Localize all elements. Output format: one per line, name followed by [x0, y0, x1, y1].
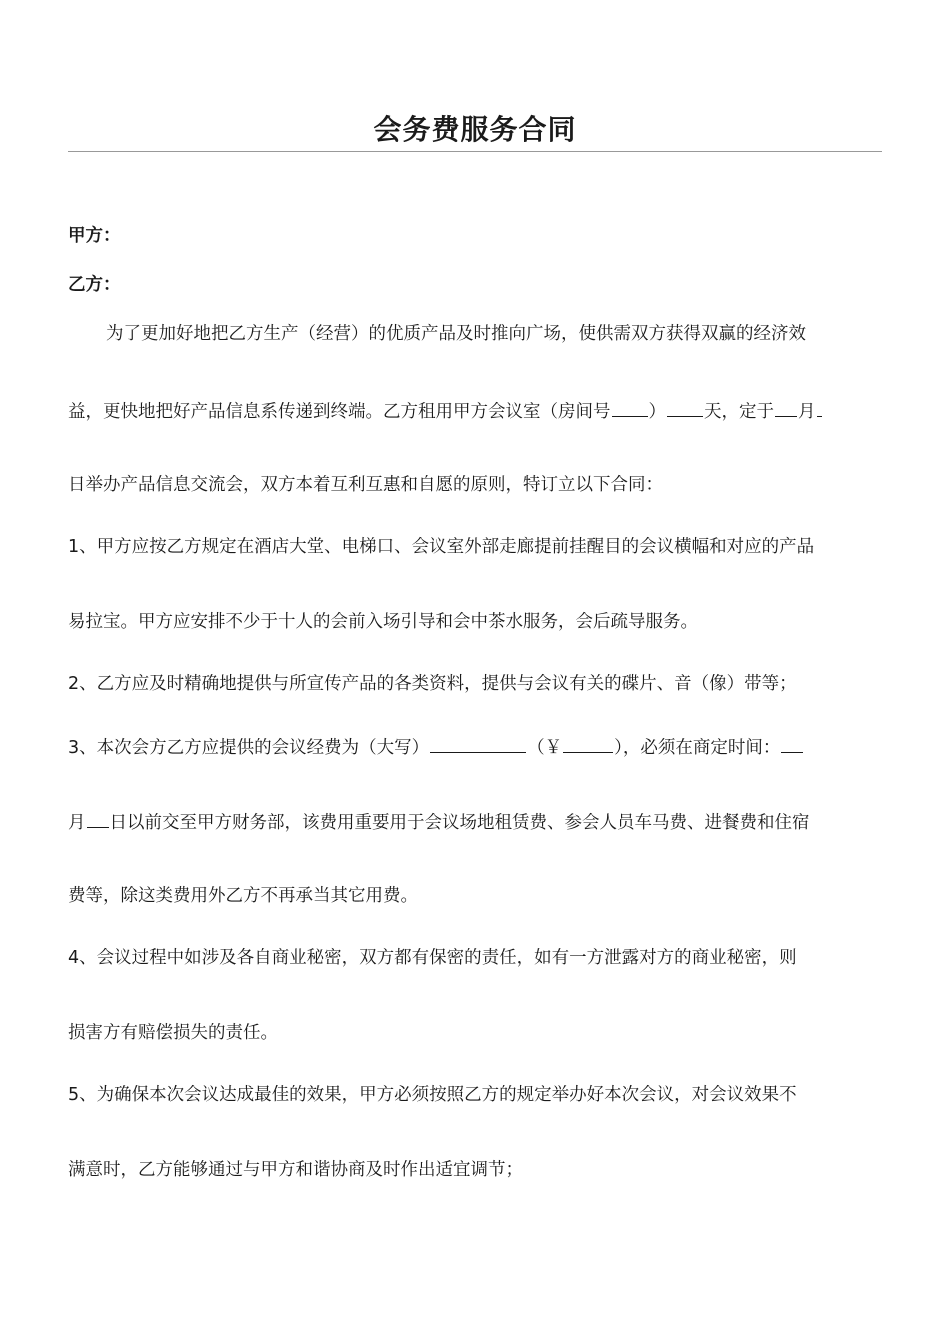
clause-1-line-2: 易拉宝。甲方应安排不少于十人的会前入场引导和会中茶水服务，会后疏导服务。 [68, 612, 698, 632]
clause-3-line-3: 费等，除这类费用外乙方不再承当其它用费。 [68, 886, 418, 906]
party-b-label: 乙方： [68, 275, 121, 295]
deadline-day-blank [87, 809, 109, 828]
clause-3-text-amount: 3、本次会方乙方应提供的会议经费为（大写） [68, 738, 430, 758]
title-divider [68, 151, 882, 152]
clause-1-line-1: 1、甲方应按乙方规定在酒店大堂、电梯口、会议室外部走廊提前挂醒目的会议横幅和对应的产品 [68, 537, 815, 557]
clause-5-line-1: 5、为确保本次会议达成最佳的效果，甲方必须按照乙方的规定举办好本次会议，对会议效果不 [68, 1085, 797, 1105]
month-blank [775, 398, 797, 417]
clause-4-line-2: 损害方有赔偿损失的责任。 [68, 1023, 278, 1043]
document-title: 会务费服务合同 [373, 113, 577, 146]
amount-figure-blank [563, 734, 613, 753]
clause-3-line-1 [68, 734, 888, 760]
clause-3-text-month: 月 [68, 813, 86, 833]
party-a-label: 甲方： [68, 226, 121, 246]
intro-line-3: 日举办产品信息交流会，双方本着互利互惠和自愿的原则，特订立以下合同： [68, 475, 663, 495]
intro-text-days: 天，定于 [704, 402, 774, 422]
clause-3-text-yen: （￥ [527, 738, 563, 758]
clause-2-line-1: 2、乙方应及时精确地提供与所宣传产品的各类资料，提供与会议有关的碟片、音（像）带等； [68, 674, 797, 694]
intro-text-room: 益，更快地把好产品信息系传递到终端。乙方租用甲方会议室（房间号 [68, 402, 611, 422]
clause-3-text-finance: 日以前交至甲方财务部，该费用重要用于会议场地租赁费、参会人员车马费、进餐费和住宿 [109, 813, 810, 833]
intro-text-paren: ） [648, 402, 666, 422]
intro-text-month: 月 [798, 402, 816, 422]
days-blank [667, 398, 703, 417]
deadline-month-blank [781, 734, 803, 753]
amount-words-blank [430, 734, 526, 753]
clause-5-line-2: 满意时，乙方能够通过与甲方和谐协商及时作出适宜调节； [68, 1160, 523, 1180]
clause-3-line-2 [68, 809, 888, 835]
clause-4-line-1: 4、会议过程中如涉及各自商业秘密，双方都有保密的责任，如有一方泄露对方的商业秘密，则 [68, 948, 797, 968]
intro-line-2 [68, 398, 888, 424]
day-blank [817, 398, 822, 417]
clause-3-text-deadline: ），必须在商定时间： [614, 738, 781, 758]
intro-line-1: 为了更加好地把乙方生产（经营）的优质产品及时推向广场，使供需双方获得双赢的经济效 [106, 324, 806, 344]
room-number-blank [612, 398, 648, 417]
